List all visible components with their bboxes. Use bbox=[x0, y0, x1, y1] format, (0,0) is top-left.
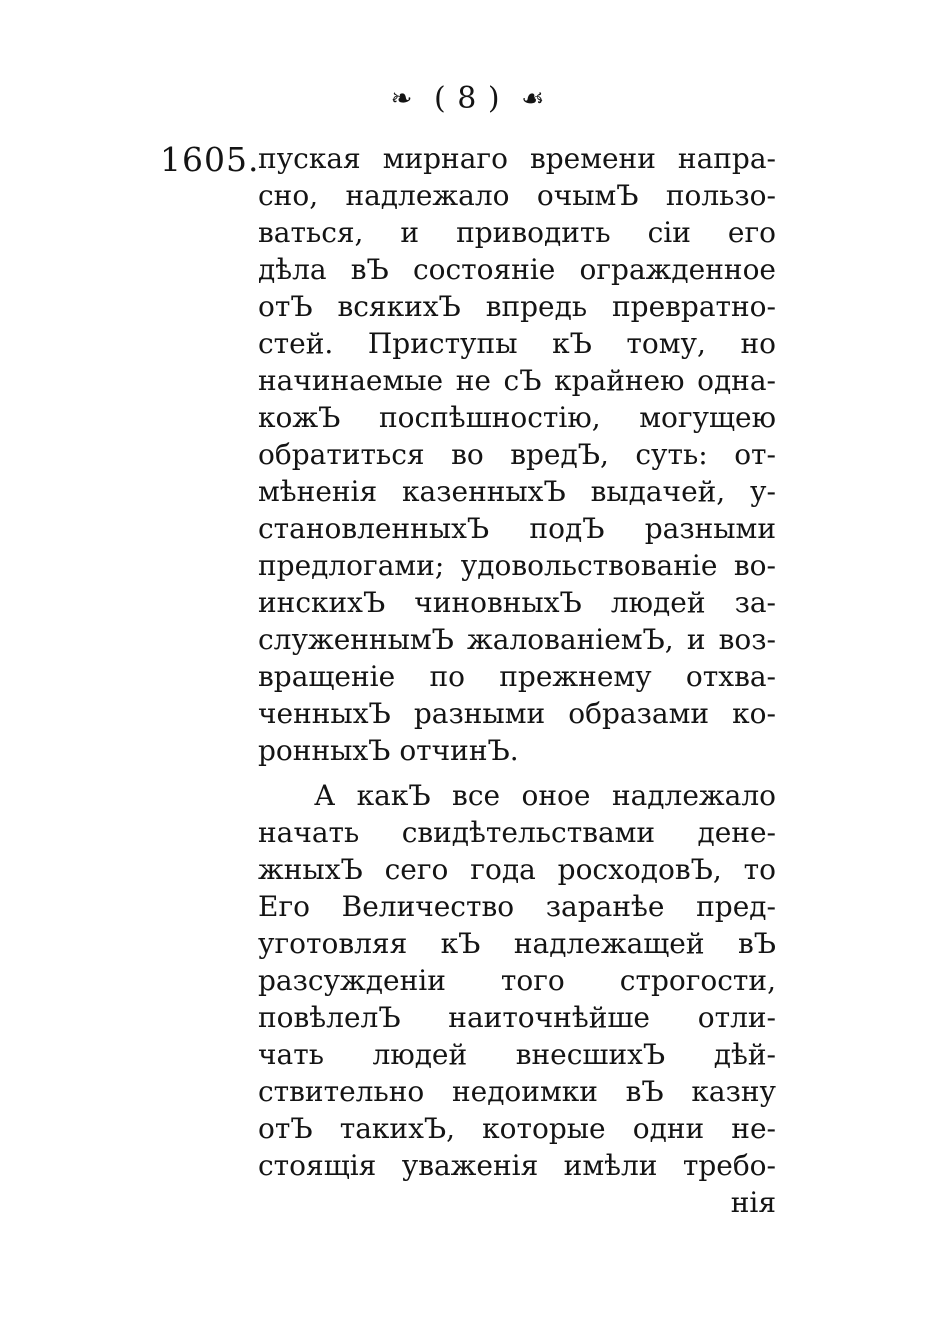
text-line: ронныхЪ отчинЪ. bbox=[258, 734, 519, 767]
text-line: жныхЪ сего года росходовЪ, то bbox=[258, 853, 776, 886]
text-line: начинаемые не сЪ крайнею одна- bbox=[258, 364, 776, 397]
paragraph-gap bbox=[258, 769, 776, 777]
text-line: кожЪ поспѣшностію, могущею bbox=[258, 401, 776, 434]
text-line: стей. Приступы кЪ тому, но bbox=[258, 327, 776, 360]
text-line: пуская мирнаго времени напра- bbox=[258, 142, 776, 175]
page-number: ( 8 ) bbox=[433, 81, 501, 116]
text-line: отЪ всякихЪ впредь превратно- bbox=[258, 290, 776, 323]
text-line: повѣлелЪ наиточнѣйше отли- bbox=[258, 1001, 776, 1034]
margin-year: 1605. bbox=[160, 140, 260, 179]
left-ornament-icon: ❧ bbox=[390, 84, 414, 114]
catchword: нія bbox=[730, 1186, 776, 1219]
text-line: становленныхЪ подЪ разными bbox=[258, 512, 776, 545]
text-line: начать свидѣтельствами дене- bbox=[258, 816, 776, 849]
text-line: обратиться во вредЪ, суть: от- bbox=[258, 438, 776, 471]
text-line: Его Величество заранѣе пред- bbox=[258, 890, 776, 923]
text-line: сно, надлежало очымЪ пользо- bbox=[258, 179, 776, 212]
text-line: служеннымЪ жалованіемЪ, и воз- bbox=[258, 623, 776, 656]
text-line: А какЪ все оное надлежало bbox=[314, 779, 776, 812]
text-line: разсужденіи того строгости, bbox=[258, 964, 776, 997]
text-line: отЪ такихЪ, которые одни не- bbox=[258, 1112, 776, 1145]
text-line: ствительно недоимки вЪ казну bbox=[258, 1075, 776, 1108]
text-line: ченныхЪ разными образами ко- bbox=[258, 697, 776, 730]
text-line: чать людей внесшихЪ дѣй- bbox=[258, 1038, 776, 1071]
text-line: предлогами; удовольствованіе во- bbox=[258, 549, 776, 582]
text-line: уготовляя кЪ надлежащей вЪ bbox=[258, 927, 776, 960]
text-line: стоящія уваженія имѣли требо- bbox=[258, 1149, 776, 1182]
right-ornament-icon: ☙ bbox=[521, 84, 546, 114]
text-line: вращеніе по прежнему отхва- bbox=[258, 660, 776, 693]
body-text bbox=[258, 140, 776, 1221]
text-line: ваться, и приводить сіи его bbox=[258, 216, 776, 249]
text-line: дѣла вЪ состояніе огражденное bbox=[258, 253, 776, 286]
text-line: мѣненія казенныхЪ выдачей, у- bbox=[258, 475, 776, 508]
page-header bbox=[0, 78, 936, 119]
text-line: инскихЪ чиновныхЪ людей за- bbox=[258, 586, 776, 619]
